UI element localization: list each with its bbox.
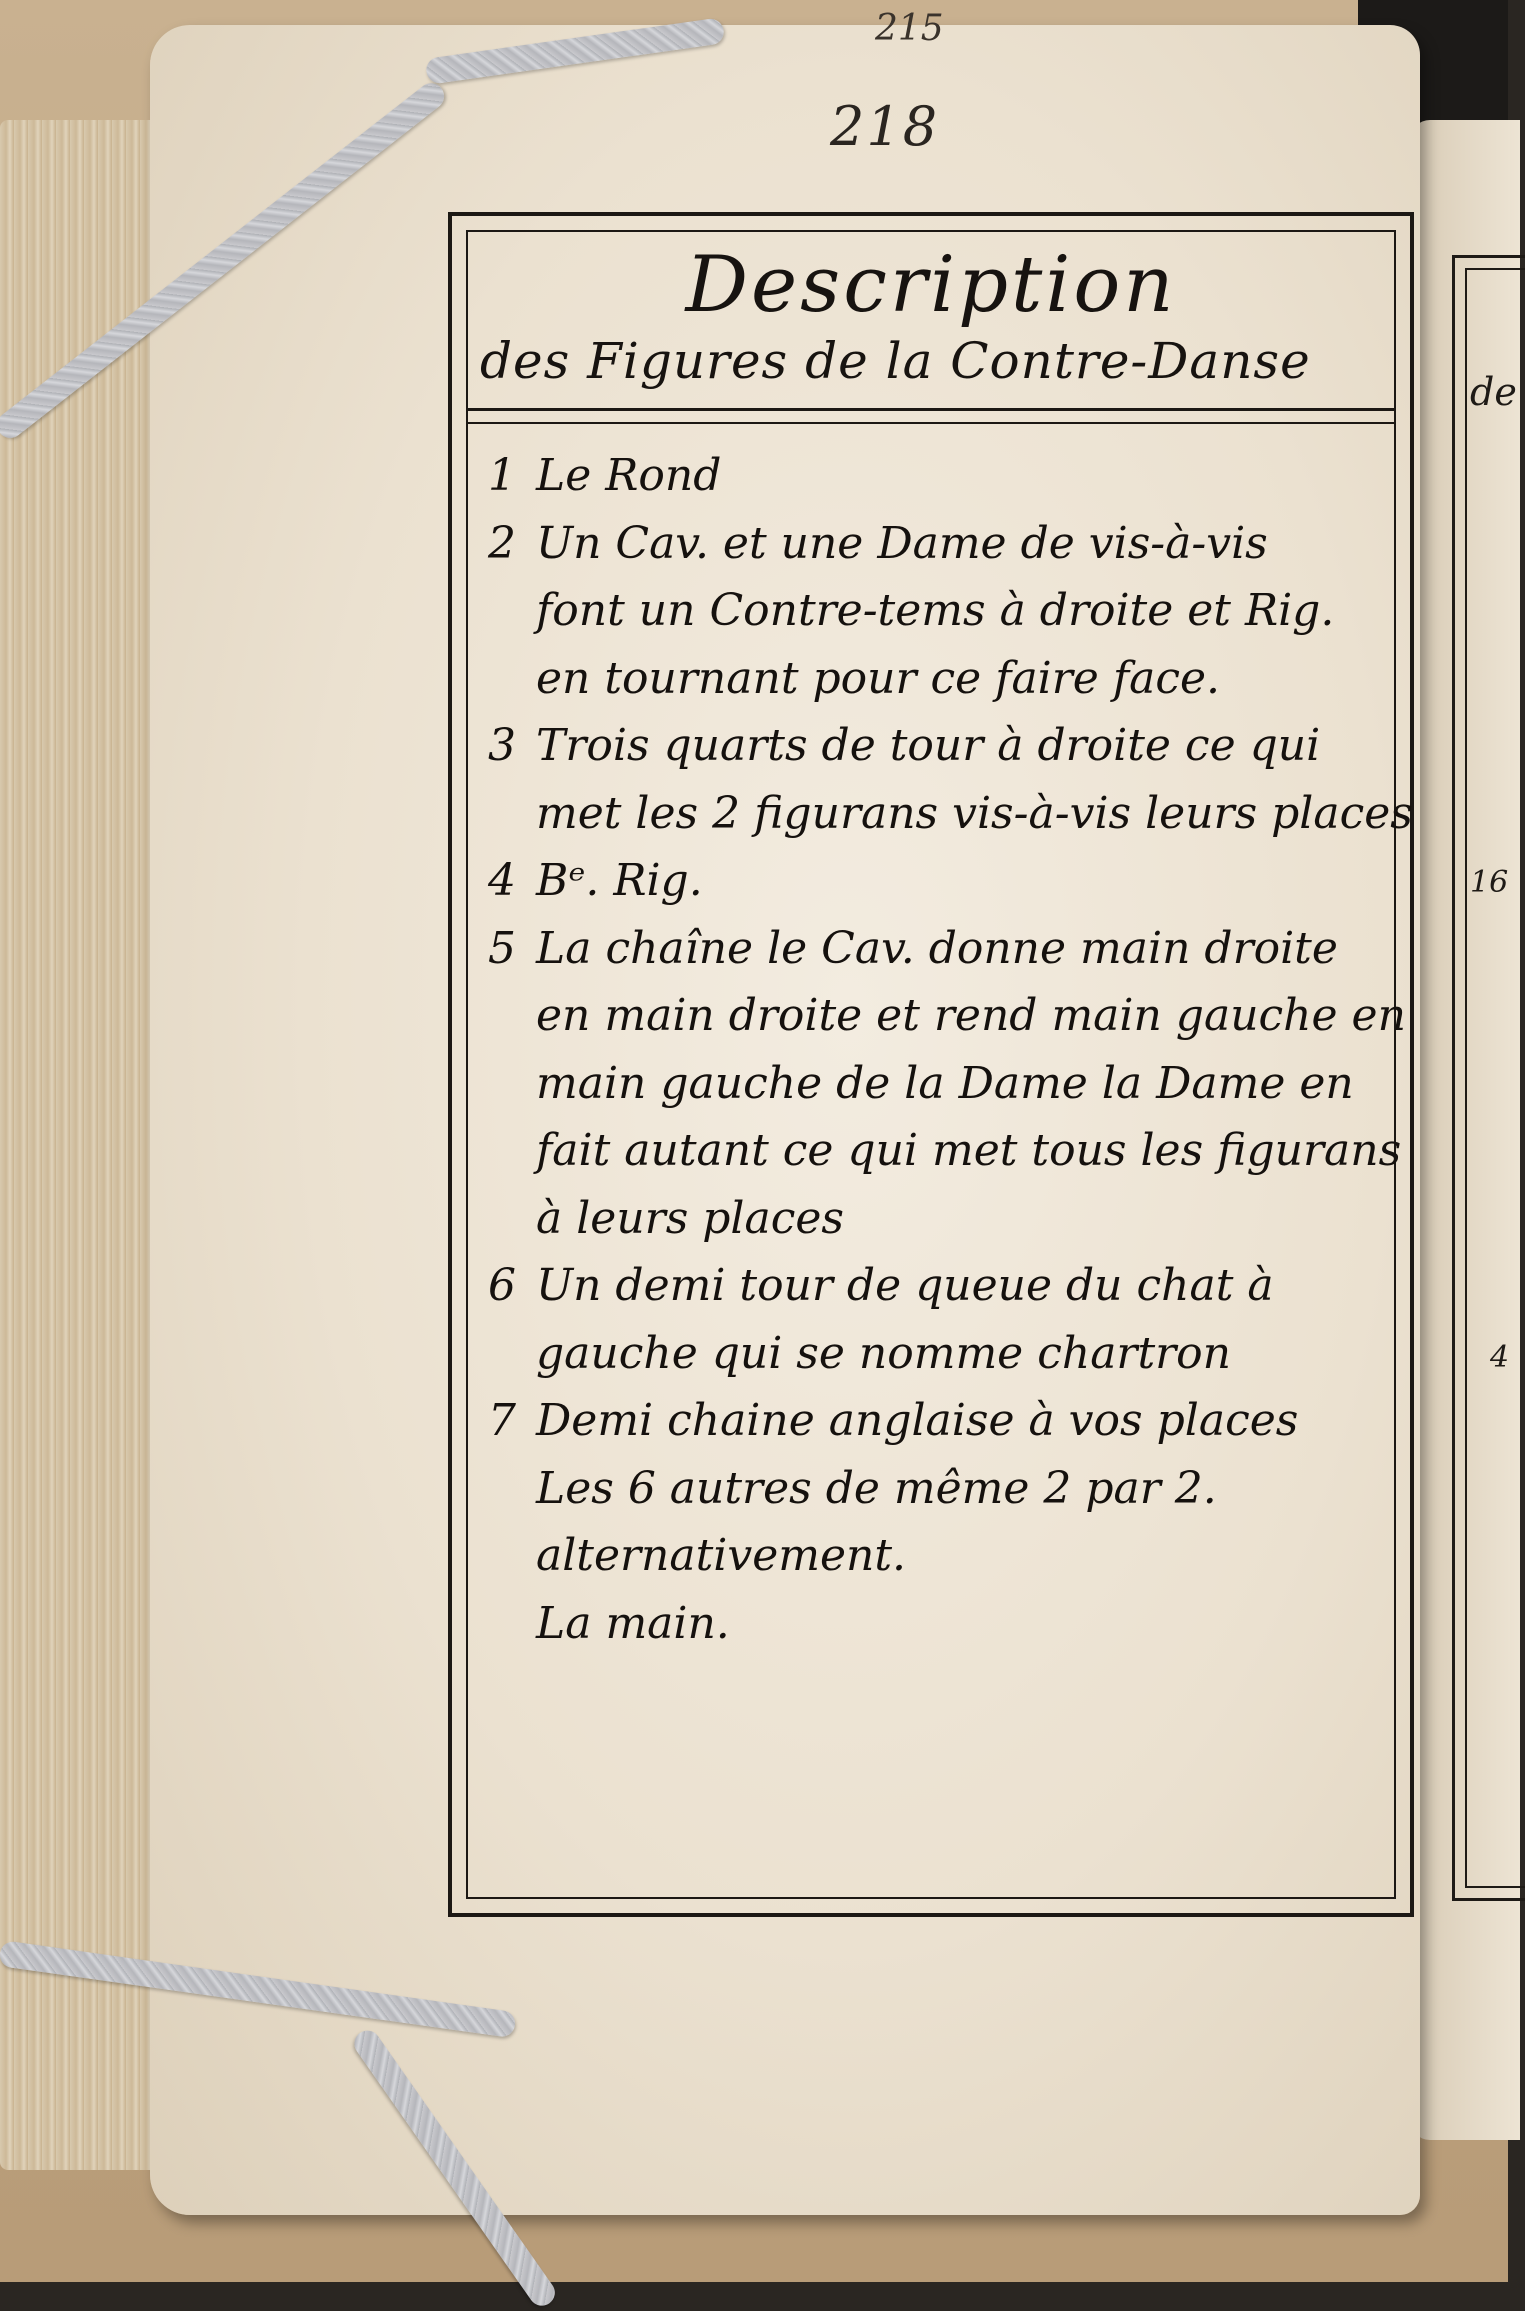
- item-number: 1: [488, 450, 516, 501]
- list-item: [488, 712, 1413, 847]
- page-number: 218: [830, 95, 940, 158]
- figure-list: [488, 442, 1413, 1657]
- note-text: La main.: [536, 1597, 730, 1649]
- item-text: Bᵉ. Rig.: [536, 855, 703, 906]
- item-text: font un Contre-tems à droite et Rig.: [536, 585, 1335, 636]
- item-number: 7: [488, 1395, 516, 1446]
- note-text: alternativement.: [536, 1530, 907, 1581]
- note-text: Les 6 autres de même 2 par 2.: [536, 1462, 1217, 1514]
- facing-page-text: de: [1470, 370, 1517, 414]
- facing-page-text: 16: [1470, 865, 1509, 900]
- item-text: à leurs places: [536, 1192, 844, 1244]
- list-item: [488, 1387, 1388, 1455]
- page-subtitle: des Figures de la Contre-Danse: [480, 332, 1311, 390]
- item-text: en tournant pour ce faire face.: [536, 652, 1220, 704]
- list-item: [488, 442, 1388, 510]
- text-frame-inner: [466, 230, 1413, 1899]
- item-text: Demi chaine anglaise à vos places: [536, 1395, 1299, 1446]
- item-text: Un demi tour de queue du chat à: [536, 1260, 1274, 1311]
- item-text: fait autant ce qui met tous les figurans: [536, 1125, 1402, 1176]
- page-title: Description: [685, 240, 1177, 330]
- list-item: [488, 510, 1388, 713]
- item-number: 3: [488, 720, 516, 771]
- list-item: [488, 847, 1388, 915]
- item-text: Le Rond: [536, 450, 722, 501]
- list-item: [488, 915, 1406, 1253]
- item-number: 6: [488, 1260, 516, 1311]
- item-number: 2: [488, 517, 516, 569]
- item-text: La chaîne le Cav. donne main droite: [536, 922, 1338, 974]
- item-text: met les 2 figurans vis-à-vis leurs places: [536, 787, 1413, 839]
- closing-notes: [488, 1455, 1388, 1658]
- text-frame: [448, 212, 1414, 1917]
- facing-page-frame: [1452, 255, 1525, 1901]
- item-text: gauche qui se nomme chartron: [536, 1327, 1231, 1379]
- divider: [468, 422, 1394, 424]
- item-text: en main droite et rend main gauche en: [536, 990, 1406, 1041]
- item-number: 5: [488, 922, 516, 974]
- item-text: Un Cav. et une Dame de vis-à-vis: [536, 517, 1268, 569]
- title-box: [468, 232, 1394, 411]
- item-text: Trois quarts de tour à droite ce qui: [536, 720, 1321, 771]
- item-number: 4: [488, 855, 516, 906]
- facing-page-text: 4: [1490, 1340, 1510, 1375]
- item-text: main gauche de la Dame la Dame en: [536, 1057, 1354, 1109]
- list-item: [488, 1252, 1388, 1387]
- cropped-page-number: 215: [875, 8, 944, 49]
